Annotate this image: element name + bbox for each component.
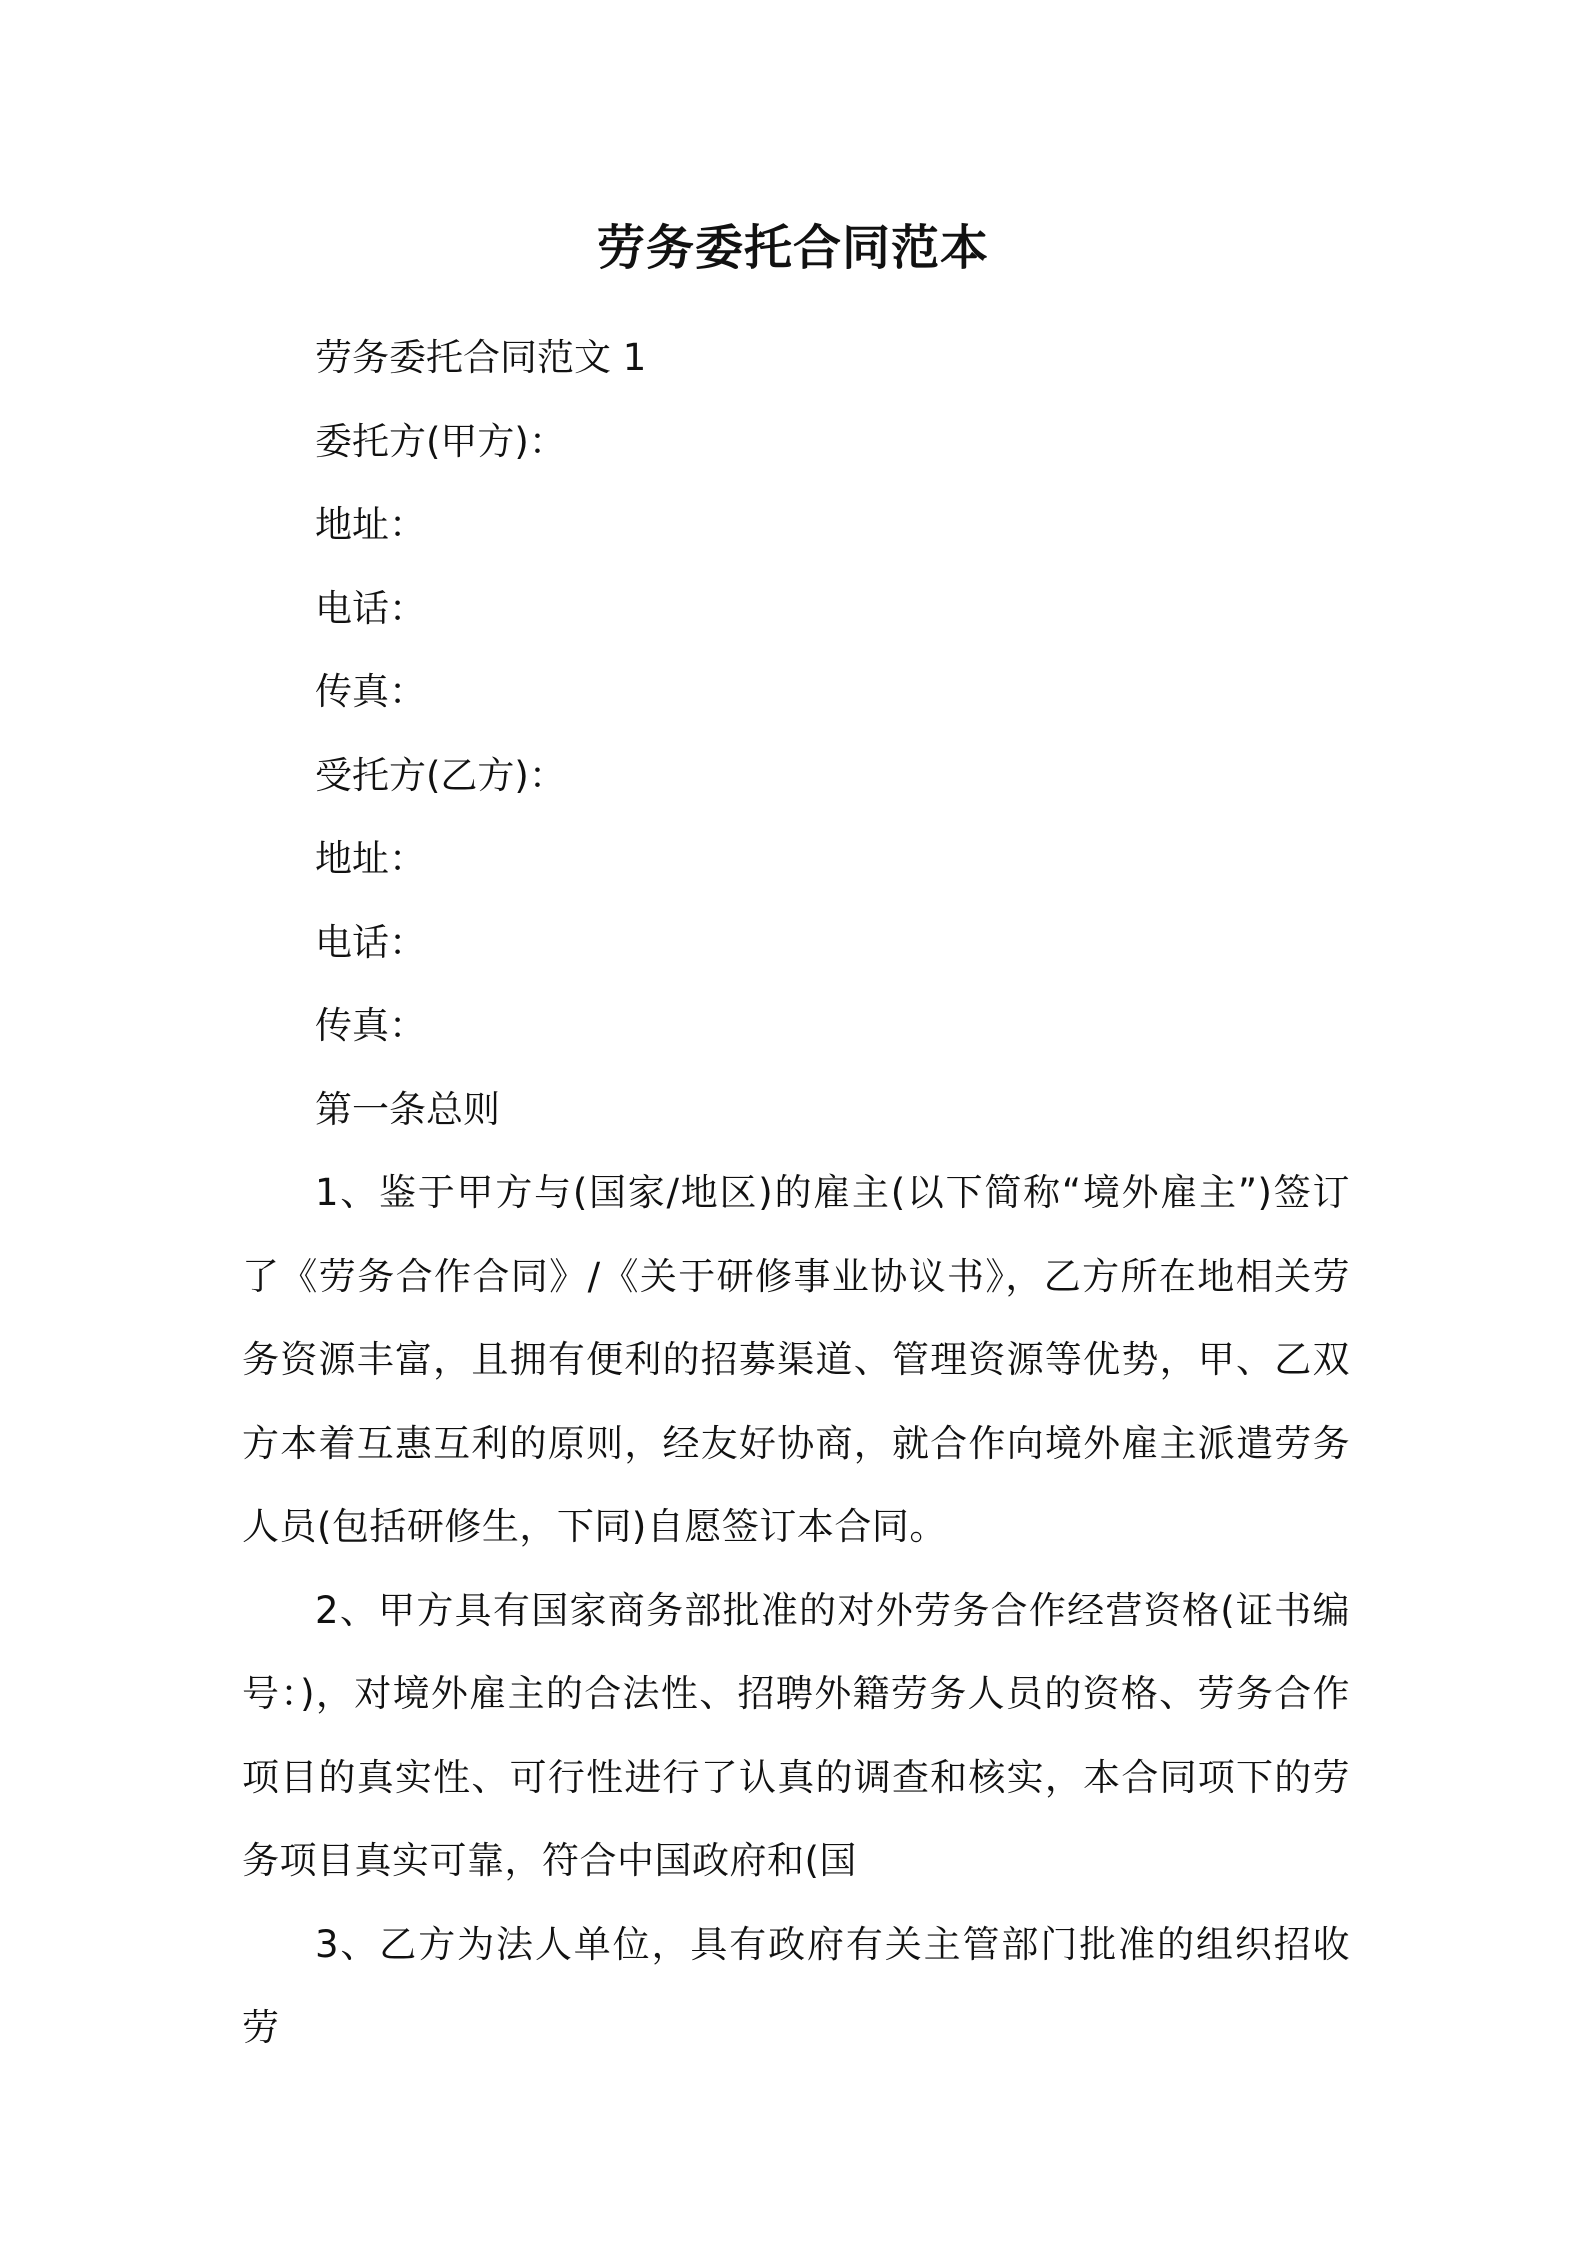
document-body — [242, 316, 1350, 2070]
section-heading: 第一条总则 — [315, 1087, 500, 1131]
party-b-address: 地址： — [315, 837, 426, 880]
party-a-phone: 电话： — [315, 586, 426, 630]
party-a-address: 地址： — [315, 503, 426, 546]
party-a-label: 委托方(甲方)： — [315, 419, 566, 463]
clause-paragraph-1: 1、鉴于甲方与(国家/地区)的雇主(以下简称“境外雇主”)签订了《劳务合作合同》/《关于研修事业协议书》，乙方所在地相关劳务资源丰富，且拥有便利的招募渠道、管理资源等优势，甲、乙双方本着互惠互利的原则，经友好协商，就合作向境外雇主派遣劳务人员(包括研修生，下同)自愿签订本合同。 — [242, 1171, 1350, 1548]
party-a-fax: 传真： — [315, 670, 426, 713]
party-b-phone: 电话： — [315, 920, 426, 964]
contract-subtitle: 劳务委托合同范文 1 — [315, 336, 647, 379]
party-b-fax: 传真： — [315, 1004, 426, 1047]
document-title: 劳务委托合同范本 — [596, 220, 989, 276]
clause-paragraph-3: 3、乙方为法人单位，具有政府有关主管部门批准的组织招收劳 — [242, 1922, 1350, 2049]
clause-paragraph-2: 2、甲方具有国家商务部批准的对外劳务合作经营资格(证书编号：)，对境外雇主的合法性、招聘外籍劳务人员的资格、劳务合作项目的真实性、可行性进行了认真的调查和核实，本合同项下的劳务项目真实可靠，符合中国政府和(国 — [242, 1588, 1350, 1882]
party-b-label: 受托方(乙方)： — [315, 753, 566, 797]
